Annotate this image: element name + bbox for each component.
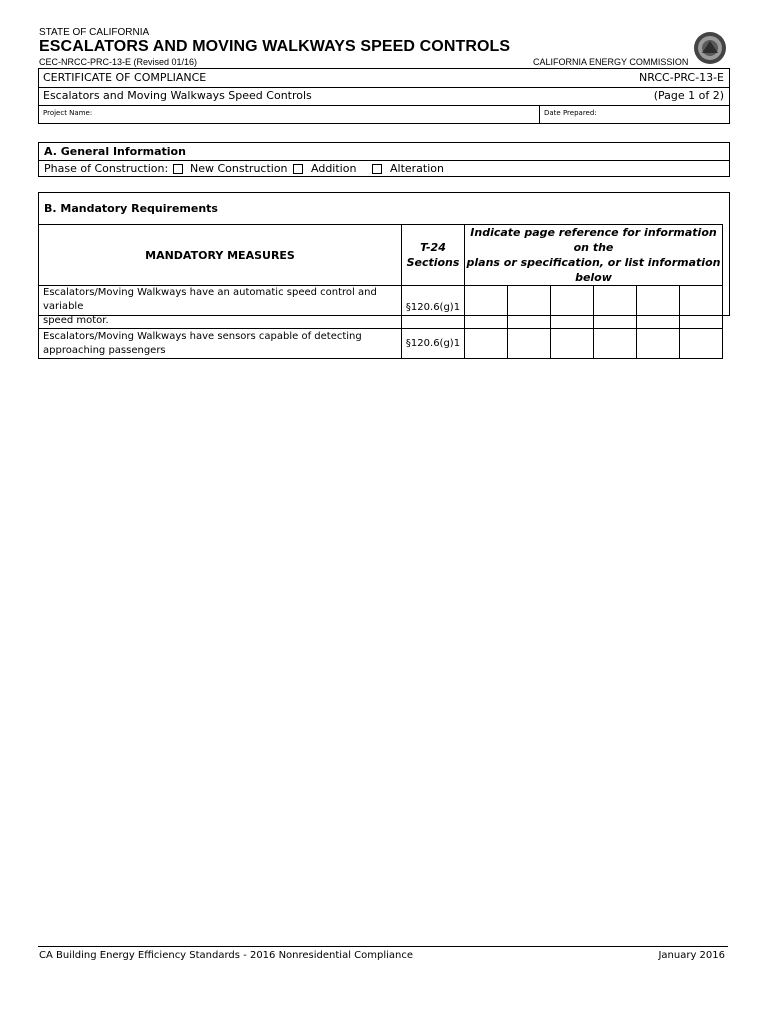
reference-input-cell[interactable] [594, 286, 637, 329]
section-reference: §120.6(g)1 [402, 329, 465, 359]
section-a-title: A. General Information [44, 145, 186, 158]
certificate-code: NRCC-PRC-13-E [639, 71, 724, 84]
checkbox-alteration[interactable] [372, 164, 382, 174]
reference-input-cell[interactable] [594, 329, 637, 359]
checkbox-new-construction[interactable] [173, 164, 183, 174]
state-label: STATE OF CALIFORNIA [39, 27, 150, 38]
footer-date: January 2016 [658, 950, 725, 961]
section-reference: §120.6(g)1 [402, 286, 465, 329]
column-header-t24 [402, 225, 465, 286]
reference-input-cell[interactable] [637, 286, 680, 329]
reference-input-cell[interactable] [551, 329, 594, 359]
reference-input-cell[interactable] [680, 286, 723, 329]
t24-line1: T-24 [420, 241, 446, 254]
reference-input-cell[interactable] [637, 329, 680, 359]
indicate-line1: Indicate page reference for information on the [470, 226, 717, 254]
measure-text: Escalators/Moving Walkways have sensors capable of detecting [43, 330, 362, 342]
column-header-measures: MANDATORY MEASURES [39, 225, 402, 286]
t24-line2: Sections [406, 256, 460, 269]
certificate-header-box [38, 68, 730, 124]
form-id: CEC-NRCC-PRC-13-E (Revised 01/16) [39, 57, 198, 67]
phase-label: Phase of Construction: [44, 162, 169, 175]
option-addition: Addition [311, 162, 357, 175]
table-row [39, 286, 723, 329]
reference-input-cell[interactable] [465, 286, 508, 329]
column-header-page-reference [465, 225, 723, 286]
seal-icon [693, 31, 727, 65]
measure-text: speed motor. [43, 315, 109, 326]
section-mandatory-requirements [38, 192, 730, 356]
measure-cell [39, 286, 402, 329]
option-new-construction: New Construction [190, 162, 288, 175]
measure-text: approaching passengers [43, 344, 166, 356]
agency-name: CALIFORNIA ENERGY COMMISSION [533, 57, 689, 67]
date-prepared-field[interactable]: Date Prepared: [544, 109, 597, 117]
reference-input-cell[interactable] [508, 329, 551, 359]
table-row [39, 329, 723, 359]
indicate-line2: plans or specification, or list information below [466, 256, 721, 284]
reference-input-cell[interactable] [551, 286, 594, 329]
checkbox-addition[interactable] [293, 164, 303, 174]
option-alteration: Alteration [390, 162, 444, 175]
section-general-information [38, 142, 730, 177]
reference-input-cell[interactable] [680, 329, 723, 359]
reference-input-cell[interactable] [508, 286, 551, 329]
measure-cell [39, 329, 402, 359]
footer-standards: CA Building Energy Efficiency Standards - 2016 Nonresidential Compliance [39, 950, 414, 961]
mandatory-measures-table [38, 224, 723, 359]
project-name-field[interactable]: Project Name: [43, 109, 93, 117]
measure-text: Escalators/Moving Walkways have an automatic speed control and variable [43, 287, 377, 312]
certificate-label: CERTIFICATE OF COMPLIANCE [43, 71, 207, 84]
table-header-row [39, 225, 723, 286]
page-indicator: (Page 1 of 2) [653, 89, 724, 102]
form-title: ESCALATORS AND MOVING WALKWAYS SPEED CONTROLS [39, 38, 511, 55]
certificate-subtitle: Escalators and Moving Walkways Speed Controls [43, 89, 312, 102]
footer-divider [38, 946, 728, 947]
reference-input-cell[interactable] [465, 329, 508, 359]
section-b-title: B. Mandatory Requirements [44, 202, 218, 215]
